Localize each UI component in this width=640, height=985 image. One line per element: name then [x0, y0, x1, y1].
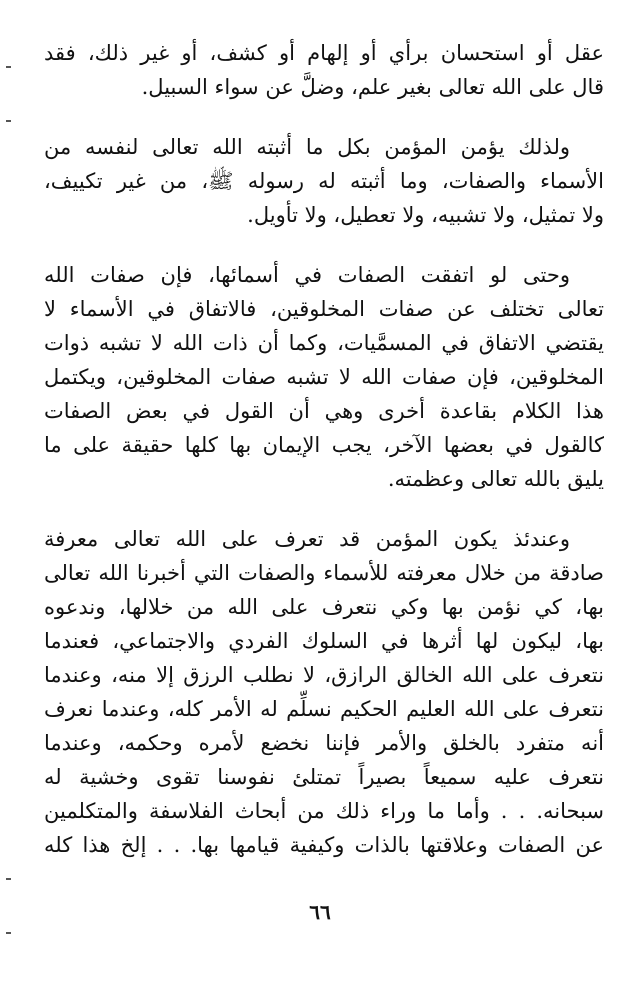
paragraph: [44, 258, 604, 496]
margin-mark: [6, 878, 11, 880]
text-line: ولذلك يؤمن المؤمن بكل ما أثبته الله تعالى لنفسه من: [44, 135, 570, 159]
text-line: يليق بالله تعالى وعظمته.: [387, 467, 604, 491]
text-line: أنه متفرد بالخلق والأمر فإننا نخضع لأمره وحكمه، وعندما: [44, 731, 604, 755]
margin-mark: [6, 120, 11, 122]
text-line: عن الصفات وعلاقتها بالذات وكيفية قيامها بها. . . إلخ هذا كله: [44, 833, 604, 857]
text-line: يقتضي الاتفاق في المسمَّيات، وكما أن ذات الله لا تشبه ذوات: [44, 331, 604, 355]
text-line: وعندئذ يكون المؤمن قد تعرف على الله تعالى معرفة: [44, 527, 570, 551]
text-line: قال على الله تعالى بغير علم، وضلَّ عن سواء السبيل.: [141, 75, 604, 99]
text-line: نتعرف على الله العليم الحكيم نسلِّم له الأمر كله، وعندما نعرف: [44, 697, 604, 721]
paragraph: [44, 522, 604, 862]
text-line: سبحانه. . . وأما ما وراء ذلك من أبحاث الفلاسفة والمتكلمين: [44, 799, 604, 823]
text-line: صادقة من خلال معرفته للأسماء والصفات التي أخبرنا الله تعالى: [44, 561, 604, 585]
text-line: نتعرف على الله الخالق الرازق، لا نطلب الرزق إلا منه، وعندما: [44, 663, 604, 687]
text-line: بها، ليكون لها أثرها في السلوك الفردي والاجتماعي، فعندما: [44, 629, 604, 653]
text-line: عقل أو استحسان برأي أو إلهام أو كشف، أو غير ذلك، فقد: [44, 41, 604, 65]
text-line: الأسماء والصفات، وما أثبته له رسوله ﷺ، من غير تكييف،: [44, 169, 604, 193]
text-line: بها، كي نؤمن بها وكي نتعرف على الله من خلالها، وندعوه: [44, 595, 604, 619]
text-line: ولا تمثيل، ولا تشبيه، ولا تعطيل، ولا تأويل.: [247, 203, 604, 227]
page-number: ٦٦: [309, 900, 331, 924]
page-body: [44, 36, 604, 888]
paragraph: [44, 36, 604, 104]
margin-mark: [6, 932, 11, 934]
text-line: هذا الكلام بقاعدة أخرى وهي أن القول في بعض الصفات: [44, 399, 604, 423]
paragraph: [44, 130, 604, 232]
margin-mark: [6, 66, 11, 68]
text-line: وحتى لو اتفقت الصفات في أسمائها، فإن صفات الله: [44, 263, 570, 287]
text-line: نتعرف عليه سميعاً بصيراً تمتلئ نفوسنا تقوى وخشية له: [44, 765, 604, 789]
text-line: تعالى تختلف عن صفات المخلوقين، فالاتفاق في الأسماء لا: [44, 297, 604, 321]
text-line: كالقول في بعضها الآخر، يجب الإيمان بها كلها حقيقة على ما: [44, 433, 604, 457]
text-line: المخلوقين، فإن صفات الله لا تشبه صفات المخلوقين، ويكتمل: [44, 365, 604, 389]
